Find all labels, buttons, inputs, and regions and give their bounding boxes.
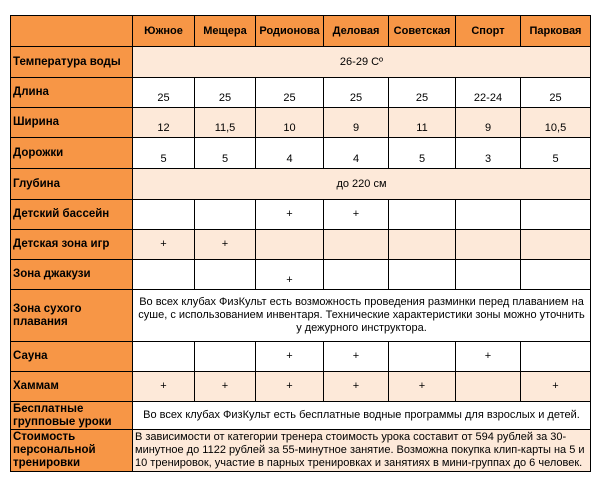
lanes-cell: 5: [521, 138, 591, 169]
jacuzzi-cell: [133, 260, 195, 290]
row-label: Длина: [11, 78, 133, 108]
kids-play-cell: +: [195, 230, 256, 260]
row-personal-cost: [11, 430, 591, 472]
kids-play-cell: [256, 230, 324, 260]
row-length: [11, 78, 591, 108]
width-cell: 9: [456, 108, 521, 138]
lanes-cell: 5: [133, 138, 195, 169]
row-width: [11, 108, 591, 138]
row-label: Детский бассейн: [11, 200, 133, 230]
width-cell: 11: [389, 108, 456, 138]
lanes-cell: 5: [195, 138, 256, 169]
row-label: Зона сухого плавания: [11, 290, 133, 342]
header-row: [11, 16, 591, 47]
depth-value: до 220 см: [133, 169, 591, 200]
hammam-cell: +: [133, 372, 195, 402]
personal-cost-text: В зависимости от категории тренера стоимость урока составит от 594 рублей за 30-минутное до 1122 рублей за 55-минутное занятие. Возможна покупка клип-карты на 5 и 10 тренировок, участие в парных тренировках и занятиях в мини-группах до 6 человек.: [133, 430, 591, 472]
length-cell: 25: [133, 78, 195, 108]
hammam-cell: +: [324, 372, 389, 402]
row-label: Зона джакузи: [11, 260, 133, 290]
header-corner: [11, 16, 133, 47]
hammam-cell: +: [521, 372, 591, 402]
width-cell: 12: [133, 108, 195, 138]
row-jacuzzi: [11, 260, 591, 290]
row-kids-pool: [11, 200, 591, 230]
club-header: Мещера: [195, 16, 256, 47]
club-header: Парковая: [521, 16, 591, 47]
kids-pool-cell: [133, 200, 195, 230]
club-header: Южное: [133, 16, 195, 47]
row-label: Детская зона игр: [11, 230, 133, 260]
jacuzzi-cell: [324, 260, 389, 290]
sauna-cell: +: [456, 342, 521, 372]
kids-pool-cell: [521, 200, 591, 230]
length-cell: 25: [195, 78, 256, 108]
hammam-cell: +: [195, 372, 256, 402]
sauna-cell: [195, 342, 256, 372]
jacuzzi-cell: +: [256, 260, 324, 290]
length-cell: 25: [389, 78, 456, 108]
kids-play-cell: [324, 230, 389, 260]
row-label: Сауна: [11, 342, 133, 372]
temperature-value: 26-29 Сº: [133, 47, 591, 78]
row-hammam: [11, 372, 591, 402]
lanes-cell: 5: [389, 138, 456, 169]
jacuzzi-cell: [389, 260, 456, 290]
kids-play-cell: [521, 230, 591, 260]
width-cell: 9: [324, 108, 389, 138]
row-sauna: [11, 342, 591, 372]
dry-swim-text: Во всех клубах ФизКульт есть возможность проведения разминки перед плаванием на суше, с использованием инвентаря. Технические характеристики зоны можно уточнить у дежурного инструктора.: [133, 290, 591, 342]
lanes-cell: 4: [256, 138, 324, 169]
kids-pool-cell: [456, 200, 521, 230]
row-lanes: [11, 138, 591, 169]
sauna-cell: [389, 342, 456, 372]
lanes-cell: 4: [324, 138, 389, 169]
row-depth: [11, 169, 591, 200]
row-dry-swim: [11, 290, 591, 342]
length-cell: 25: [324, 78, 389, 108]
sauna-cell: +: [256, 342, 324, 372]
row-label: Дорожки: [11, 138, 133, 169]
row-temperature: [11, 47, 591, 78]
sauna-cell: +: [324, 342, 389, 372]
jacuzzi-cell: [521, 260, 591, 290]
row-label: Хаммам: [11, 372, 133, 402]
hammam-cell: [456, 372, 521, 402]
row-label: Температура воды: [11, 47, 133, 78]
length-cell: 25: [256, 78, 324, 108]
row-label: Бесплатные групповые уроки: [11, 402, 133, 430]
row-free-group: [11, 402, 591, 430]
sauna-cell: [521, 342, 591, 372]
kids-pool-cell: [389, 200, 456, 230]
row-label: Ширина: [11, 108, 133, 138]
width-cell: 10,5: [521, 108, 591, 138]
kids-pool-cell: +: [324, 200, 389, 230]
club-header: Советская: [389, 16, 456, 47]
kids-pool-cell: +: [256, 200, 324, 230]
club-header: Спорт: [456, 16, 521, 47]
width-cell: 11,5: [195, 108, 256, 138]
free-group-text: Во всех клубах ФизКульт есть бесплатные водные программы для взрослых и детей.: [133, 402, 591, 430]
sauna-cell: [133, 342, 195, 372]
hammam-cell: +: [256, 372, 324, 402]
length-cell: 25: [521, 78, 591, 108]
jacuzzi-cell: [456, 260, 521, 290]
kids-pool-cell: [195, 200, 256, 230]
club-header: Деловая: [324, 16, 389, 47]
length-cell: 22-24: [456, 78, 521, 108]
row-label: Стоимость персональной тренировки: [11, 430, 133, 472]
kids-play-cell: [389, 230, 456, 260]
row-label: Глубина: [11, 169, 133, 200]
row-kids-play: [11, 230, 591, 260]
kids-play-cell: [456, 230, 521, 260]
club-header: Родионова: [256, 16, 324, 47]
width-cell: 10: [256, 108, 324, 138]
hammam-cell: +: [389, 372, 456, 402]
pool-comparison-table: [10, 15, 591, 472]
jacuzzi-cell: [195, 260, 256, 290]
kids-play-cell: +: [133, 230, 195, 260]
lanes-cell: 3: [456, 138, 521, 169]
